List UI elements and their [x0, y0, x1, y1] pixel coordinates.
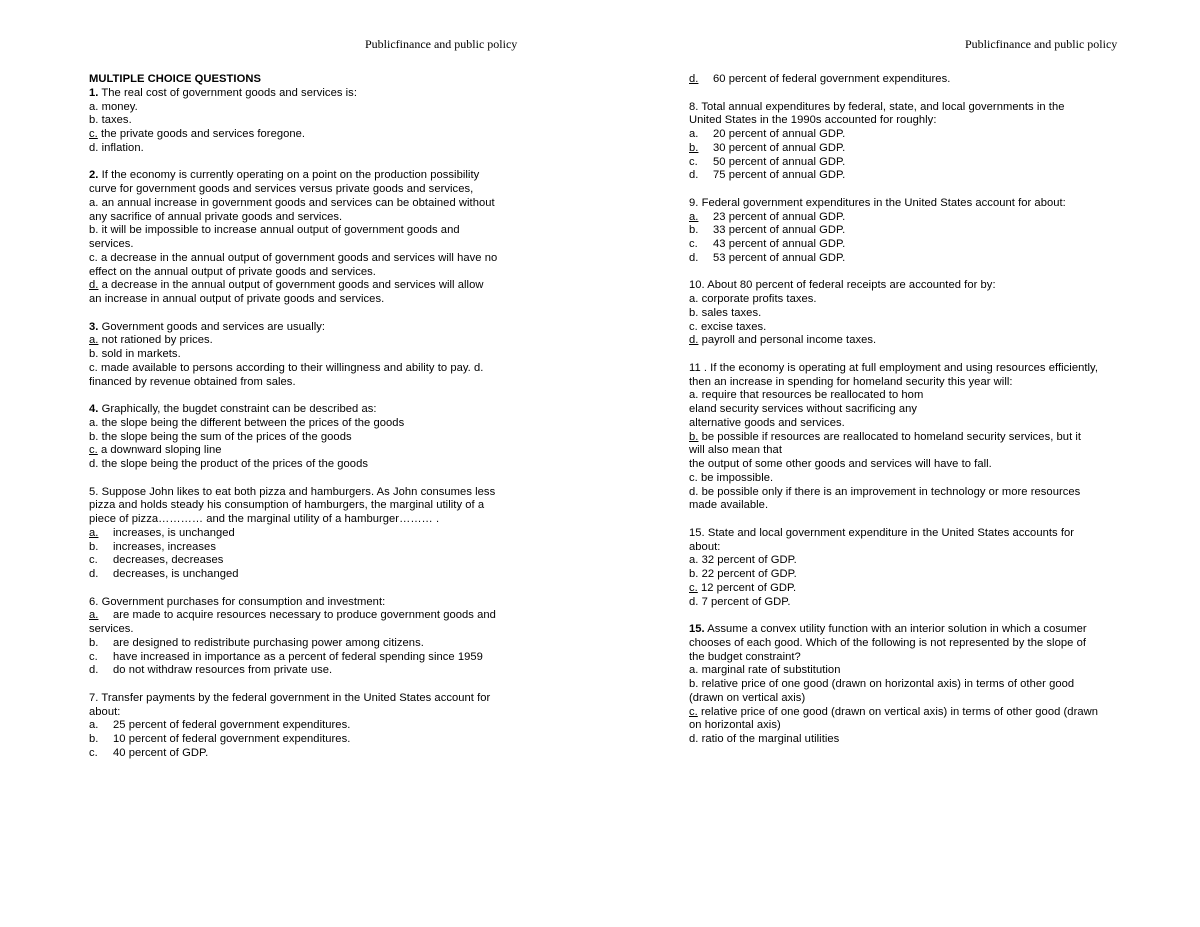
option-letter-text: d. — [689, 251, 699, 264]
text-line — [689, 376, 1134, 390]
right-column — [689, 73, 1134, 747]
option-letter-text: b. — [689, 224, 699, 237]
option-text: 30 percent of annual GDP. — [713, 141, 846, 154]
line-text: d. ratio of the marginal utilities — [689, 733, 840, 745]
text-line — [689, 733, 1134, 747]
answer-option — [689, 238, 1134, 252]
text-line — [89, 706, 534, 720]
text-line — [89, 293, 534, 307]
line-text: d. the slope being the product of the prices of the goods — [89, 458, 368, 470]
text-line — [89, 376, 534, 390]
line-text: eland security services without sacrificing any — [689, 403, 918, 415]
question-number: 2. — [89, 169, 99, 182]
text-line — [89, 596, 534, 610]
answer-option — [89, 609, 534, 623]
blank-line — [89, 678, 534, 692]
text-line — [689, 197, 1134, 211]
answer-option — [689, 211, 1134, 225]
line-text: a. money. — [89, 100, 138, 113]
option-letter — [89, 651, 113, 665]
text-line — [689, 101, 1134, 115]
text-line — [689, 321, 1134, 335]
line-text: be possible if resources are reallocated to homeland security services, but it — [698, 430, 1082, 443]
text-line — [689, 307, 1134, 321]
line-text: Graphically, the bugdet constraint can be described as: — [98, 403, 377, 415]
line-text: payroll and personal income taxes. — [698, 334, 877, 347]
line-text: a downward sloping line — [97, 444, 222, 457]
line-text: then an increase in spending for homeland security this year will: — [689, 375, 1013, 388]
line-text: d. inflation. — [89, 141, 144, 154]
text-line — [89, 486, 534, 500]
line-text: a. an annual increase in government goods and services can be obtained without — [89, 196, 495, 209]
question-number: 3. — [89, 320, 99, 333]
text-line — [689, 431, 1134, 445]
line-text: 6. Government purchases for consumption and investment: — [89, 595, 386, 608]
line-text: chooses of each good. Which of the following is not represented by the slope of — [689, 636, 1086, 649]
option-text: increases, is unchanged — [113, 526, 235, 539]
option-letter — [689, 252, 713, 266]
text-line — [689, 664, 1134, 678]
option-letter-text: c. — [689, 155, 698, 168]
text-line — [689, 417, 1134, 431]
text-line — [689, 596, 1134, 610]
answer-option — [689, 169, 1134, 183]
line-text: c. a decrease in the annual output of government goods and services will have no — [89, 251, 498, 264]
option-letter — [689, 224, 713, 238]
text-line — [689, 293, 1134, 307]
option-letter — [689, 211, 713, 225]
answer-option — [89, 541, 534, 555]
line-text: 9. Federal government expenditures in the United States account for about: — [689, 196, 1066, 209]
line-text: b. taxes. — [89, 114, 132, 127]
text-line — [689, 554, 1134, 568]
text-line — [689, 582, 1134, 596]
text-line — [689, 389, 1134, 403]
text-line — [89, 279, 534, 293]
answer-option — [89, 733, 534, 747]
text-line — [89, 197, 534, 211]
question-line — [689, 623, 1134, 637]
line-text: United States in the 1990s accounted for roughly: — [689, 114, 937, 127]
question-line — [89, 321, 534, 335]
text-line — [689, 637, 1134, 651]
line-text: c. made available to persons according to their willingness and ability to pay. d. — [89, 361, 484, 374]
option-letter-text: c. — [89, 650, 98, 663]
left-column — [89, 73, 534, 761]
line-text: a. require that resources be reallocated to hom — [689, 389, 924, 402]
line-text: b. relative price of one good (drawn on horizontal axis) in terms of other good — [689, 678, 1075, 690]
option-text: increases, increases — [113, 540, 216, 553]
correct-answer-letter: b. — [689, 430, 699, 443]
text-line — [89, 431, 534, 445]
option-letter — [89, 637, 113, 651]
option-letter-text: d. — [89, 568, 99, 580]
option-text: 40 percent of GDP. — [113, 746, 209, 759]
text-line — [89, 334, 534, 348]
blank-line — [89, 582, 534, 596]
line-text: d. be possible only if there is an improvement in technology or more resources — [689, 485, 1081, 498]
option-letter — [89, 568, 113, 582]
answer-option — [689, 156, 1134, 170]
question-number: 1. — [89, 86, 99, 99]
text-line — [89, 238, 534, 252]
line-text: Assume a convex utility function with an interior solution in which a cosumer — [704, 623, 1087, 635]
line-text: relative price of one good (drawn on vertical axis) in terms of other good (drawn — [697, 705, 1099, 718]
answer-option — [689, 142, 1134, 156]
line-text: 5. Suppose John likes to eat both pizza and hamburgers. As John consumes less — [89, 485, 496, 498]
option-letter-text: a. — [689, 128, 699, 140]
question-line — [89, 87, 534, 101]
line-text: b. sales taxes. — [689, 306, 762, 319]
line-text: a. marginal rate of substitution — [689, 664, 841, 677]
option-letter — [689, 156, 713, 170]
correct-answer-letter: c. — [89, 444, 98, 457]
option-letter — [89, 747, 113, 761]
line-text: any sacrifice of annual private goods and services. — [89, 210, 343, 223]
option-text: 43 percent of annual GDP. — [713, 238, 846, 250]
option-text: 10 percent of federal government expenditures. — [113, 733, 351, 745]
line-text: financed by revenue obtained from sales. — [89, 375, 296, 388]
text-line — [689, 114, 1134, 128]
text-line — [89, 128, 534, 142]
blank-line — [89, 156, 534, 170]
option-letter-text: c. — [89, 746, 98, 759]
text-line — [89, 114, 534, 128]
option-text: 75 percent of annual GDP. — [713, 169, 846, 182]
line-text: curve for government goods and services versus private goods and services, — [89, 183, 474, 195]
option-text: do not withdraw resources from private use. — [113, 664, 333, 677]
option-text: decreases, decreases — [113, 554, 224, 567]
page-header-right: Publicfinance and public policy — [965, 37, 1118, 51]
answer-option — [89, 637, 534, 651]
line-text: about: — [689, 540, 721, 553]
blank-line — [689, 348, 1134, 362]
blank-line — [89, 389, 534, 403]
answer-option — [89, 568, 534, 582]
line-text: not rationed by prices. — [98, 334, 213, 347]
line-text: 8. Total annual expenditures by federal, state, and local governments in the — [689, 100, 1065, 113]
line-text: 11 . If the economy is operating at full employment and using resources efficiently, — [689, 361, 1099, 374]
line-text: c. excise taxes. — [689, 320, 767, 333]
line-text: b. sold in markets. — [89, 348, 181, 360]
text-line — [689, 444, 1134, 458]
option-letter — [89, 527, 113, 541]
text-line — [89, 224, 534, 238]
option-letter-text: b. — [89, 636, 99, 649]
question-line — [89, 403, 534, 417]
text-line — [89, 183, 534, 197]
correct-answer-letter: d. — [89, 279, 99, 292]
line-text: d. 7 percent of GDP. — [689, 595, 791, 608]
text-line — [689, 692, 1134, 706]
line-text: c. be impossible. — [689, 471, 774, 484]
option-letter-text: c. — [689, 238, 698, 250]
option-letter-text: d. — [689, 169, 699, 182]
text-line — [689, 458, 1134, 472]
text-line — [89, 101, 534, 115]
text-line — [689, 651, 1134, 665]
line-text: effect on the annual output of private goods and services. — [89, 265, 376, 278]
text-line — [689, 678, 1134, 692]
option-letter — [689, 142, 713, 156]
text-line — [689, 527, 1134, 541]
line-text: on horizontal axis) — [689, 719, 781, 732]
blank-line — [689, 513, 1134, 527]
text-line — [689, 472, 1134, 486]
answer-option — [689, 252, 1134, 266]
text-line — [89, 266, 534, 280]
text-line — [689, 279, 1134, 293]
text-line — [89, 211, 534, 225]
line-text: If the economy is currently operating on a point on the production possibility — [98, 169, 480, 182]
option-letter-text: b. — [689, 141, 699, 154]
text-line — [89, 252, 534, 266]
line-text: services. — [89, 238, 134, 250]
section-heading: MULTIPLE CHOICE QUESTIONS — [89, 73, 261, 85]
text-line — [89, 458, 534, 472]
text-line — [689, 486, 1134, 500]
line-text: a decrease in the annual output of government goods and services will allow — [98, 279, 484, 292]
blank-line — [89, 307, 534, 321]
question-line — [89, 169, 534, 183]
option-text: 50 percent of annual GDP. — [713, 155, 846, 168]
line-text: the private goods and services foregone. — [97, 128, 306, 140]
text-line — [689, 568, 1134, 582]
text-line — [89, 513, 534, 527]
text-line — [689, 541, 1134, 555]
question-number: 15. — [689, 623, 705, 635]
option-text: are made to acquire resources necessary to produce government goods and — [113, 609, 496, 622]
option-letter-text: a. — [689, 210, 699, 223]
option-letter-text: d. — [689, 73, 699, 85]
correct-answer-letter: c. — [89, 128, 98, 140]
correct-answer-letter: d. — [689, 334, 699, 347]
answer-option — [689, 73, 1134, 87]
blank-line — [689, 87, 1134, 101]
option-letter — [89, 541, 113, 555]
line-text: the output of some other goods and services will have to fall. — [689, 458, 992, 470]
line-text: b. 22 percent of GDP. — [689, 568, 797, 580]
answer-option — [89, 747, 534, 761]
correct-answer-letter: c. — [689, 581, 698, 594]
line-text: b. it will be impossible to increase annual output of government goods and — [89, 224, 460, 237]
line-text: 12 percent of GDP. — [697, 581, 797, 594]
answer-option — [89, 664, 534, 678]
line-text: (drawn on vertical axis) — [689, 691, 806, 704]
option-letter-text: b. — [89, 733, 99, 745]
option-letter-text: a. — [89, 719, 99, 732]
line-text: about: — [89, 705, 121, 718]
blank-line — [689, 266, 1134, 280]
text-line — [89, 499, 534, 513]
line-text: an increase in annual output of private goods and services. — [89, 293, 385, 305]
text-line — [89, 623, 534, 637]
option-text: 25 percent of federal government expenditures. — [113, 719, 351, 732]
line-text: alternative goods and services. — [689, 416, 845, 429]
option-letter — [689, 238, 713, 252]
option-letter — [89, 733, 113, 747]
question-number: 4. — [89, 403, 99, 415]
option-text: 60 percent of federal government expenditures. — [713, 73, 951, 85]
option-letter-text: a. — [89, 526, 99, 539]
text-line — [89, 348, 534, 362]
text-line — [89, 692, 534, 706]
option-letter-text: c. — [89, 554, 98, 567]
text-line — [689, 403, 1134, 417]
text-line — [689, 334, 1134, 348]
option-letter — [89, 554, 113, 568]
answer-option — [89, 651, 534, 665]
answer-option — [689, 224, 1134, 238]
line-text: piece of pizza………… and the marginal utility of a hamburger……… . — [89, 513, 440, 525]
page-header-left: Publicfinance and public policy — [365, 37, 518, 51]
option-text: are designed to redistribute purchasing power among citizens. — [113, 636, 424, 649]
line-text: a. corporate profits taxes. — [689, 293, 817, 305]
line-text: pizza and holds steady his consumption of hamburgers, the marginal utility of a — [89, 499, 485, 512]
option-letter — [689, 169, 713, 183]
option-text: have increased in importance as a percent of federal spending since 1959 — [113, 650, 483, 663]
text-line — [89, 142, 534, 156]
option-letter — [89, 664, 113, 678]
blank-line — [89, 472, 534, 486]
line-text: a. the slope being the different between the prices of the goods — [89, 416, 405, 429]
option-letter — [689, 73, 713, 87]
option-text: 33 percent of annual GDP. — [713, 224, 846, 237]
text-line — [689, 362, 1134, 376]
answer-option — [89, 719, 534, 733]
text-line — [89, 362, 534, 376]
text-line — [689, 706, 1134, 720]
line-text: The real cost of government goods and services is: — [98, 86, 357, 99]
option-letter-text: a. — [89, 609, 99, 622]
option-letter — [89, 719, 113, 733]
text-line — [89, 417, 534, 431]
option-letter — [89, 609, 113, 623]
correct-answer-letter: c. — [689, 705, 698, 718]
option-letter — [689, 128, 713, 142]
option-letter-text: b. — [89, 540, 99, 553]
correct-answer-letter: a. — [89, 334, 99, 347]
answer-option — [689, 128, 1134, 142]
line-text: will also mean that — [689, 444, 782, 457]
blank-line — [689, 609, 1134, 623]
line-text: the budget constraint? — [689, 650, 801, 663]
line-text: b. the slope being the sum of the prices of the goods — [89, 430, 352, 443]
text-line — [689, 719, 1134, 733]
option-text: decreases, is unchanged — [113, 568, 239, 580]
option-text: 20 percent of annual GDP. — [713, 128, 846, 140]
line-text: 7. Transfer payments by the federal government in the United States account for — [89, 691, 491, 704]
option-letter-text: d. — [89, 664, 99, 677]
text-line — [689, 499, 1134, 513]
line-text: services. — [89, 623, 134, 635]
blank-line — [689, 183, 1134, 197]
text-line — [89, 444, 534, 458]
option-text: 23 percent of annual GDP. — [713, 210, 846, 223]
answer-option — [89, 527, 534, 541]
line-text: 10. About 80 percent of federal receipts are accounted for by: — [689, 279, 996, 292]
option-text: 53 percent of annual GDP. — [713, 251, 846, 264]
line-text: a. 32 percent of GDP. — [689, 554, 797, 567]
line-text: Government goods and services are usually: — [98, 320, 326, 333]
line-text: made available. — [689, 499, 769, 512]
answer-option — [89, 554, 534, 568]
line-text: 15. State and local government expenditure in the United States accounts for — [689, 526, 1075, 539]
